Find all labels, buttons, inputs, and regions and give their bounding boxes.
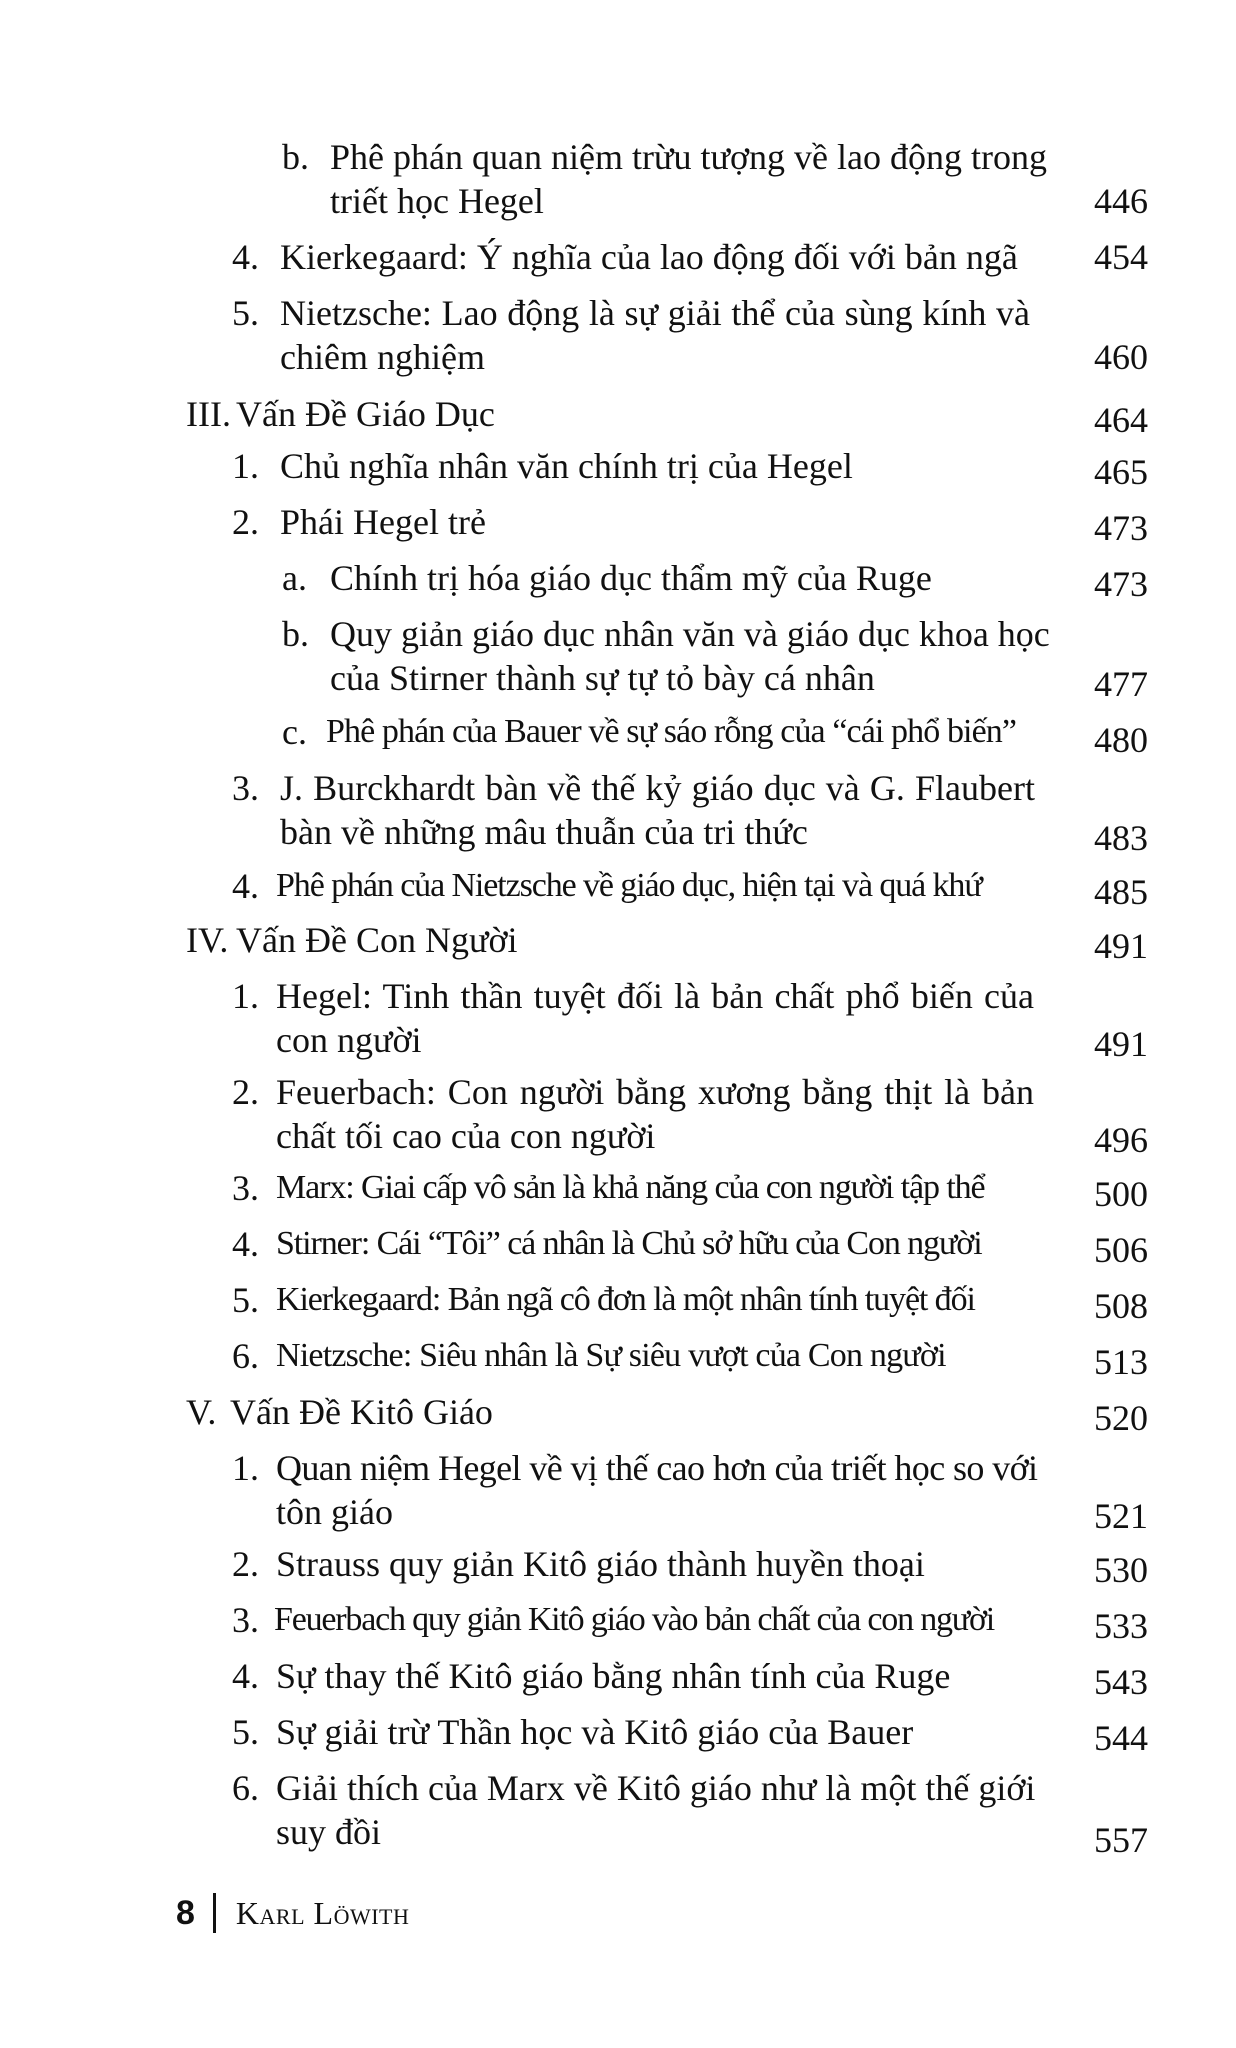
entry-title xyxy=(276,1070,1034,1158)
entry-title-line: của Stirner thành sự tự tỏ bày cá nhân xyxy=(330,658,875,698)
entry-title-line: Phê phán quan niệm trừu tượng về lao động trong xyxy=(330,137,1047,177)
entry-page-number: 500 xyxy=(1094,1174,1148,1214)
entry-title-line: suy đồi xyxy=(276,1812,382,1852)
entry-page-number: 483 xyxy=(1094,818,1148,858)
entry-title-line: Chủ nghĩa nhân văn chính trị của Hegel xyxy=(280,446,853,486)
entry-page-number: 485 xyxy=(1094,872,1148,912)
footer-author: Karl Löwith xyxy=(235,1894,410,1931)
entry-page-number: 491 xyxy=(1094,926,1148,966)
entry-title-line: Nietzsche: Siêu nhân là Sự siêu vượt của Con người xyxy=(276,1337,946,1374)
entry-title xyxy=(280,766,1035,854)
entry-page-number: 544 xyxy=(1094,1718,1148,1758)
entry-title-line: chiêm nghiệm xyxy=(280,337,485,377)
entry-title-line: Vấn Đề Con Người xyxy=(236,920,518,960)
entry-title xyxy=(236,918,996,962)
entry-title xyxy=(276,1766,1034,1854)
entry-title xyxy=(276,1278,1046,1322)
entry-title-line: Feuerbach quy giản Kitô giáo vào bản chất của con người xyxy=(274,1601,995,1638)
entry-page-number: 460 xyxy=(1094,337,1148,377)
entry-title xyxy=(276,1222,1046,1266)
entry-title xyxy=(280,235,1040,279)
entry-title-line: triết học Hegel xyxy=(330,181,544,221)
entry-page-number: 473 xyxy=(1094,564,1148,604)
entry-page-number: 530 xyxy=(1094,1550,1148,1590)
entry-title-line: Chính trị hóa giáo dục thẩm mỹ của Ruge xyxy=(330,558,932,598)
footer-divider xyxy=(213,1893,216,1933)
entry-title xyxy=(330,612,1050,700)
entry-title xyxy=(276,1710,1036,1754)
entry-title xyxy=(276,974,1034,1062)
entry-number: 4. xyxy=(232,1224,259,1264)
page-footer xyxy=(176,1885,409,1941)
entry-page-number: 521 xyxy=(1094,1496,1148,1536)
entry-title-line: J. Burckhardt bàn về thế kỷ giáo dục và G. Flaubert xyxy=(280,768,1035,808)
entry-page-number: 543 xyxy=(1094,1662,1148,1702)
entry-title-line: Phê phán của Nietzsche về giáo dục, hiện tại và quá khứ xyxy=(276,867,982,904)
entry-title xyxy=(276,1334,1046,1378)
entry-page-number: 480 xyxy=(1094,720,1148,760)
entry-number: 1. xyxy=(232,1448,259,1488)
entry-number: 4. xyxy=(232,237,259,277)
entry-number: 5. xyxy=(232,293,259,333)
entry-number: 4. xyxy=(232,1656,259,1696)
entry-title-line: Vấn Đề Giáo Dục xyxy=(236,394,495,434)
entry-title-line: Phái Hegel trẻ xyxy=(280,502,486,542)
entry-title-line: Phê phán của Bauer về sự sáo rỗng của “cái phổ biến” xyxy=(326,713,1017,750)
entry-title-line: Sự giải trừ Thần học và Kitô giáo của Bauer xyxy=(276,1712,914,1752)
entry-title-line: Kierkegaard: Ý nghĩa của lao động đối với bản ngã xyxy=(280,237,1018,277)
entry-title xyxy=(280,291,1030,379)
entry-number: III. xyxy=(186,394,231,434)
entry-title-line: con người xyxy=(276,1020,422,1060)
entry-number: 1. xyxy=(232,446,259,486)
entry-number: b. xyxy=(282,614,309,654)
entry-number: 6. xyxy=(232,1336,259,1376)
entry-title xyxy=(326,710,1046,754)
entry-page-number: 465 xyxy=(1094,452,1148,492)
entry-number: c. xyxy=(282,712,307,752)
entry-number: a. xyxy=(282,558,307,598)
entry-number: 3. xyxy=(232,1168,259,1208)
entry-number: 3. xyxy=(232,1600,259,1640)
entry-title xyxy=(276,1166,1046,1210)
entry-title-line: Marx: Giai cấp vô sản là khả năng của con người tập thể xyxy=(276,1169,985,1206)
entry-page-number: 508 xyxy=(1094,1286,1148,1326)
entry-title xyxy=(236,392,996,436)
entry-number: 5. xyxy=(232,1712,259,1752)
entry-page-number: 464 xyxy=(1094,400,1148,440)
entry-title-line: Kierkegaard: Bản ngã cô đơn là một nhân tính tuyệt đối xyxy=(276,1281,975,1318)
entry-page-number: 446 xyxy=(1094,181,1148,221)
entry-number: 2. xyxy=(232,502,259,542)
entry-number: 4. xyxy=(232,866,259,906)
entry-page-number: 473 xyxy=(1094,508,1148,548)
entry-title-line: Stirner: Cái “Tôi” cá nhân là Chủ sở hữu của Con người xyxy=(276,1225,982,1262)
entry-title-line: Quan niệm Hegel về vị thế cao hơn của triết học so với xyxy=(276,1448,1038,1488)
entry-page-number: 477 xyxy=(1094,664,1148,704)
entry-title xyxy=(276,1542,1036,1586)
entry-number: 2. xyxy=(232,1072,259,1112)
entry-number: V. xyxy=(186,1392,217,1432)
entry-title-line: tôn giáo xyxy=(276,1492,393,1532)
entry-page-number: 496 xyxy=(1094,1120,1148,1160)
entry-title xyxy=(276,1654,1036,1698)
entry-title-line: Strauss quy giản Kitô giáo thành huyền thoại xyxy=(276,1544,925,1584)
entry-title xyxy=(330,135,1047,223)
entry-title-line: Quy giản giáo dục nhân văn và giáo dục khoa học xyxy=(330,614,1050,654)
entry-title-line: Sự thay thế Kitô giáo bằng nhân tính của Ruge xyxy=(276,1656,951,1696)
entry-title xyxy=(276,864,1046,908)
footer-page-number: 8 xyxy=(176,1893,195,1932)
entry-page-number: 520 xyxy=(1094,1398,1148,1438)
entry-number: 1. xyxy=(232,976,259,1016)
entry-title-line: Nietzsche: Lao động là sự giải thể của sùng kính và xyxy=(280,293,1030,333)
entry-title xyxy=(276,1446,1036,1534)
entry-title-line: Hegel: Tinh thần tuyệt đối là bản chất phổ biến của xyxy=(276,976,1034,1016)
entry-number: b. xyxy=(282,137,309,177)
entry-number: 6. xyxy=(232,1768,259,1808)
entry-title-line: chất tối cao của con người xyxy=(276,1116,656,1156)
entry-number: 5. xyxy=(232,1280,259,1320)
entry-title xyxy=(280,444,1040,488)
entry-title xyxy=(280,500,1040,544)
entry-title-line: bàn về những mâu thuẫn của tri thức xyxy=(280,812,808,852)
entry-page-number: 557 xyxy=(1094,1820,1148,1860)
entry-title-line: Feuerbach: Con người bằng xương bằng thịt là bản xyxy=(276,1072,1034,1112)
entry-page-number: 491 xyxy=(1094,1024,1148,1064)
entry-page-number: 513 xyxy=(1094,1342,1148,1382)
entry-number: 2. xyxy=(232,1544,259,1584)
entry-title xyxy=(274,1598,1046,1642)
entry-title-line: Vấn Đề Kitô Giáo xyxy=(230,1392,493,1432)
entry-number: 3. xyxy=(232,768,259,808)
entry-number: IV. xyxy=(186,920,229,960)
entry-page-number: 454 xyxy=(1094,237,1148,277)
entry-page-number: 533 xyxy=(1094,1606,1148,1646)
entry-page-number: 506 xyxy=(1094,1230,1148,1270)
entry-title-line: Giải thích của Marx về Kitô giáo như là một thế giới xyxy=(276,1768,1036,1808)
entry-title xyxy=(330,556,1030,600)
entry-title xyxy=(230,1390,990,1434)
